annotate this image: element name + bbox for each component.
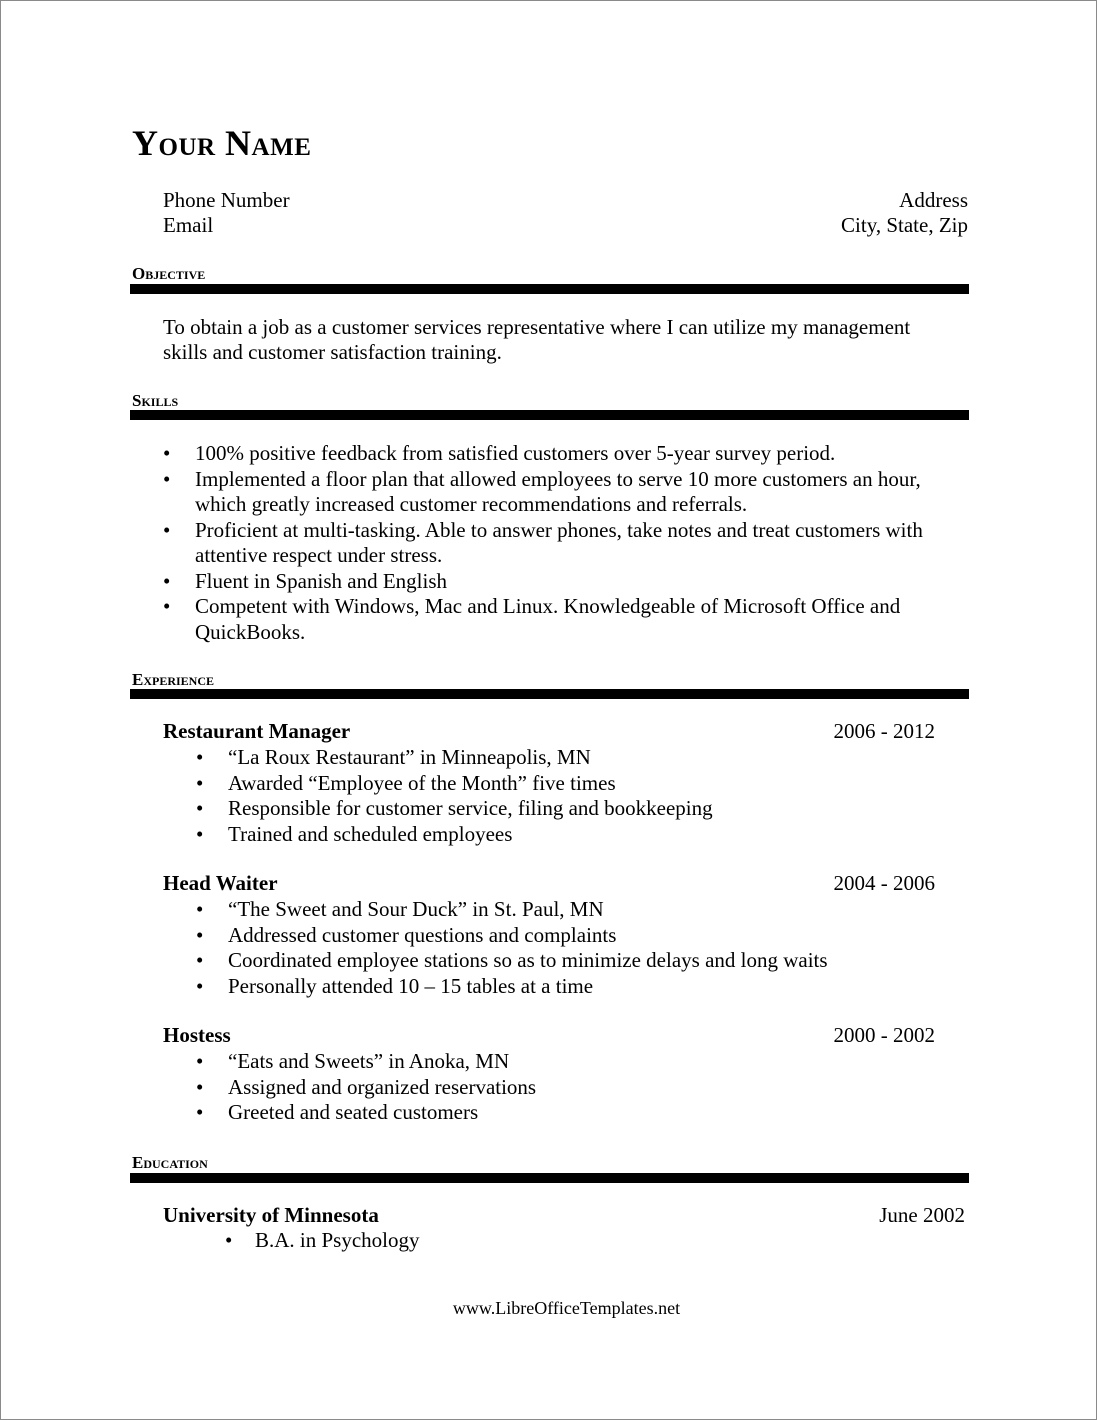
job-bullets <box>163 897 828 999</box>
bullet-icon: • <box>196 770 204 795</box>
list-item: • Trained and scheduled employees <box>196 821 513 846</box>
list-item: • 100% positive feedback from satisfied customers over 5-year survey period. <box>163 441 836 465</box>
list-item: • Personally attended 10 – 15 tables at a time <box>196 973 594 998</box>
skills-list <box>163 441 963 645</box>
job-title: Hostess <box>163 1023 231 1047</box>
bullet-icon: • <box>163 568 171 593</box>
city-state-zip: City, State, Zip <box>841 213 968 237</box>
job-bullets <box>163 1049 536 1126</box>
education-heading: Education <box>132 1153 208 1172</box>
bullet-icon: • <box>196 948 204 972</box>
list-item: • Responsible for customer service, filing and bookkeeping <box>196 796 713 820</box>
job-dates: 2004 - 2006 <box>833 871 935 895</box>
skills-heading: Skills <box>132 391 179 410</box>
job-dates: 2006 - 2012 <box>833 719 935 743</box>
job-title: Head Waiter <box>163 871 278 895</box>
list-item: • Awarded “Employee of the Month” five times <box>196 770 616 795</box>
education-bullets <box>163 1228 420 1254</box>
email: Email <box>163 213 214 237</box>
list-item: • Implemented a floor plan that allowed employees to serve 10 more customers an hour, which greatly increased customer recommendations and referrals. <box>163 466 921 516</box>
list-item: • “The Sweet and Sour Duck” in St. Paul, MN <box>196 897 604 921</box>
phone-number: Phone Number <box>163 188 290 212</box>
list-item: • Fluent in Spanish and English <box>163 568 447 593</box>
objective-heading: Objective <box>132 264 206 283</box>
education-divider <box>130 1173 969 1183</box>
experience-divider <box>130 689 969 699</box>
school-name: University of Minnesota <box>163 1203 379 1227</box>
job-bullets <box>163 745 713 847</box>
objective-line-1: To obtain a job as a customer services representative where I can utilize my management <box>163 315 911 339</box>
bullet-icon: • <box>225 1228 233 1252</box>
list-item: • “Eats and Sweets” in Anoka, MN <box>196 1049 510 1073</box>
resume-name: Your Name <box>132 123 312 163</box>
list-item: • Greeted and seated customers <box>196 1100 479 1124</box>
bullet-icon: • <box>163 517 171 542</box>
bullet-icon: • <box>196 1100 204 1124</box>
bullet-icon: • <box>163 466 171 491</box>
graduation-date: June 2002 <box>879 1203 965 1227</box>
bullet-icon: • <box>196 1074 204 1099</box>
bullet-icon: • <box>196 796 204 820</box>
objective-line-2: skills and customer satisfaction training. <box>163 340 502 364</box>
bullet-icon: • <box>196 897 204 921</box>
bullet-icon: • <box>196 1049 204 1073</box>
list-item: • Assigned and organized reservations <box>196 1074 537 1099</box>
list-item: • Coordinated employee stations so as to minimize delays and long waits <box>196 948 828 972</box>
skills-divider <box>130 410 969 420</box>
job-title: Restaurant Manager <box>163 719 351 743</box>
list-item: • Addressed customer questions and complaints <box>196 922 617 947</box>
objective-divider <box>130 284 969 294</box>
list-item: • “La Roux Restaurant” in Minneapolis, MN <box>196 745 591 769</box>
bullet-icon: • <box>163 594 171 618</box>
experience-heading: Experience <box>132 670 215 689</box>
bullet-icon: • <box>196 821 204 846</box>
footer-url: www.LibreOfficeTemplates.net <box>452 1298 681 1318</box>
bullet-icon: • <box>196 973 204 998</box>
bullet-icon: • <box>196 745 204 769</box>
list-item: • Proficient at multi-tasking. Able to answer phones, take notes and treat customers with attentive respect under stress. <box>163 517 923 567</box>
list-item: • B.A. in Psychology <box>225 1228 420 1252</box>
job-dates: 2000 - 2002 <box>833 1023 935 1047</box>
bullet-icon: • <box>196 922 204 947</box>
bullet-icon: • <box>163 441 171 465</box>
list-item: • Competent with Windows, Mac and Linux. Knowledgeable of Microsoft Office and QuickBooks. <box>163 594 901 644</box>
address: Address <box>899 188 968 212</box>
